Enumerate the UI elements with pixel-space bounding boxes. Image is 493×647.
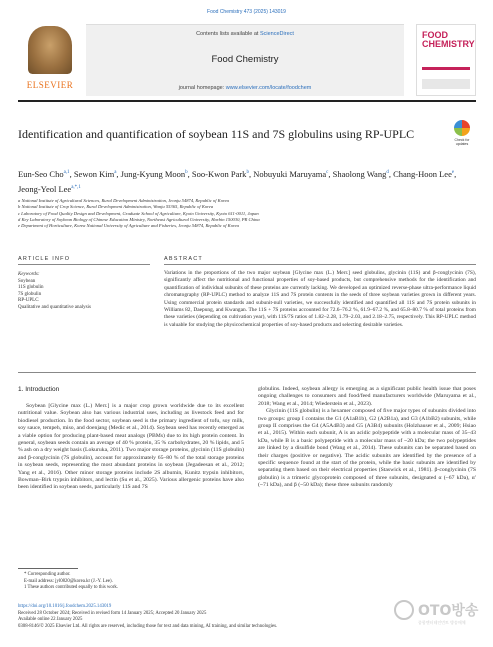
cover-title: FOOD CHEMISTRY — [422, 30, 475, 49]
article-title: Identification and quantification of soybean 11S and 7S globulins using RP-UPLC — [18, 127, 415, 141]
broadcaster-watermark — [394, 596, 482, 636]
email-note[interactable]: E-mail address: jyl0820@korea.kr (J.-Y. Lee). — [24, 578, 113, 584]
sciencedirect-link[interactable]: ScienceDirect — [259, 31, 294, 37]
abstract-heading: ABSTRACT — [164, 256, 203, 262]
author-name[interactable]: Jung-Kyung Moon — [120, 168, 186, 179]
author-name[interactable]: Chang-Hoon Lee — [393, 168, 452, 179]
intro-paragraph-continued: globulins. Indeed, soybean allergy is emerging as a significant public health issue that poses ongoing challenges to consumers and food/feed manufacturers worldwide (Maruyama et al., 2018; Wang et al., 2014; Wiederstein et al., 2023). — [258, 386, 476, 407]
publication-info — [18, 604, 418, 630]
affiliation-item: e Department of Horticulture, Korea National University of Agriculture and Fisheries, Jeonju 54874, Republic of Korea — [18, 223, 239, 229]
author-affiliation-marker[interactable]: b — [246, 170, 249, 175]
publisher-name: ELSEVIER — [26, 80, 74, 90]
check-updates-label: Check for updates — [454, 138, 470, 146]
affiliation-item: d Key Laboratory of Soybean Biology of Chinese Education Ministry, Northeast Agricultural University, Harbin 150030, PR China — [18, 216, 260, 222]
keywords-block — [18, 272, 148, 311]
masthead — [18, 24, 476, 96]
abstract-rule — [164, 264, 476, 265]
journal-title: Food Chemistry — [211, 54, 279, 65]
keyword-item: Soybean — [18, 278, 36, 284]
author-affiliation-marker[interactable]: e — [451, 170, 455, 175]
author-name[interactable]: Soo-Kwon Park — [191, 168, 247, 179]
crossmark-icon — [454, 120, 470, 136]
check-for-updates-badge[interactable] — [450, 120, 474, 144]
homepage-prefix: journal homepage: — [178, 85, 226, 91]
watermark-subtext: 종합엔터테인먼트 방송매체 — [418, 620, 466, 625]
author-name[interactable]: Jeong-Yeol Lee — [18, 183, 72, 194]
contents-prefix: Contents lists available at — [196, 31, 260, 37]
equal-contribution-note: 1 These authors contributed equally to this work. — [24, 585, 118, 591]
author-name[interactable]: Eun-Seo Cho — [18, 168, 64, 179]
keyword-item: RP-UPLC — [18, 298, 39, 303]
doi-link[interactable]: https://doi.org/10.1016/j.foodchem.2025.143019 — [18, 604, 112, 609]
homepage-line — [86, 85, 404, 91]
intro-paragraph-2: Glycinin (11S globulin) is a hexamer composed of five major types of subunits divided into two groups: group I contains the G1 (A1aB1b), G2 (A2B1a), and G3 (A1bB2) subunits, while group II comprises the G4 (A5A4B3) and G5 (A3B4) subunits (Holzhauser et al., 2009; Hsiao et al., 2015). Within each subunit, A is an acidic polypeptide with a molecular mass of 35–43 kDa, while B is a basic polypeptide with a molecular mass of ~20 kDa; the two polypeptides are linked by a disulfide bond (Wang et al., 2014). These subunits can be separated based on their charges (positive or negative). The acidic subunits are identified by the presence of a specific sequence found at the start of the protein, while the basic subunits are identified by separating them based on their electrical properties (Staswick et al., 1981). β-conglycinin (7S globulin) is a trimeric glycoprotein composed of three subunits, designated α (~67 kDa), α′ (~71 kDa), and β (~50 kDa); these three subunits randomly — [258, 408, 476, 489]
contents-line — [86, 31, 404, 37]
available-online-date: Available online 22 January 2025 — [18, 617, 83, 623]
intro-paragraph-1: Soybean [Glycine max (L.) Merr.] is a major crop grown worldwide due to its excellent nutritional value. Soybean also has various industrial uses, including as livestock feed and for biodiesel production. In the food sector, soybean seed is the primary ingredient of tofu, soy milk, soy sauce, tempeh, miso, and doenjang (Medic et al., 2014). Soybean seed has recently emerged as a viable option for producing plant-based meat analogs (PBMs) due to its high protein content. In general, soybean seeds contain an average of 40 % protein, 35 % carbohydrates, 20 % lipids, and 5 % ash on a dry weight basis (Lokuruka, 2011). Two major storage proteins, glycinin (11S globulin) and β-conglycinin (7S globulin), account for approximately 65–80 % of the total storage proteins in soybean seeds, representing the most abundant proteins in soybean (Jegadeesan et al., 2012; Yang et al., 2016). Other minor storage proteins include 2S albumin, Kunitz trypsin inhibitors, Bowman–Birk trypsin inhibitors, and lectin (Su et al., 2025). Various allergenic proteins have also been identified in soybean seeds, particularly 11S and 7S — [18, 403, 244, 491]
watermark-text: OTO방송 — [418, 603, 479, 619]
cover-stripe — [422, 67, 470, 70]
corresponding-author-note: * Corresponding author. — [24, 572, 71, 577]
keyword-item: 11S globulin — [18, 285, 44, 290]
author-affiliation-marker[interactable]: a,1 — [63, 170, 70, 175]
author-affiliation-marker[interactable]: d — [386, 170, 389, 175]
footnote-rule — [18, 568, 78, 569]
elsevier-tree-icon — [28, 26, 72, 74]
author-affiliation-marker[interactable]: a,*,1 — [71, 184, 81, 190]
affiliation-item: c Laboratory of Food Quality Design and Development, Graduate School of Agriculture, Kyoto University, Kyoto 611-0011, Japan — [18, 210, 259, 216]
keywords-heading: Keywords: — [18, 272, 40, 277]
cover-footer-block — [422, 79, 470, 89]
body-column-left — [18, 403, 244, 492]
header-divider — [18, 100, 476, 102]
author-affiliation-marker[interactable]: b — [185, 170, 188, 175]
author-name[interactable]: Nobuyuki Maruyama — [253, 168, 327, 179]
keyword-item: Qualitative and quantitative analysis — [18, 304, 91, 310]
received-dates: Received 28 October 2024; Received in revised form 14 January 2025; Accepted 20 January 2025 — [18, 610, 207, 616]
affiliation-item: b National Institute of Crop Science, Rural Development Administration, Wanju 55365, Republic of Korea — [18, 204, 214, 210]
elsevier-logo[interactable] — [18, 24, 82, 96]
keyword-list — [18, 279, 148, 312]
author-affiliation-marker[interactable]: c — [326, 170, 329, 175]
article-info-heading: ARTICLE INFO — [18, 256, 71, 262]
masthead-banner — [86, 24, 404, 96]
abstract-text: Variations in the proportions of the two major soybean [Glycine max (L.) Merr.] seed globulins, glycinin (11S) and β-conglycinin (7S), significantly affect the nutritional and functional properties of soy-based products, but comprehensive methods for the identification and quantification of individual subunits of these proteins are currently lacking. We developed an optimized reverse-phase ultra-performance liquid chromatography (RP-UPLC) method to analyze 11S and 7S protein contents in the seeds of three soybean varieties grown in different years. Using commercial protein standards and subunit-null varieties, we successfully identified and quantified all 11S and 7S protein subunits in Williams 82, Daepung, and Kwangan. The 11S + 7S proteins accounted for 72.6–76.2 %, 61.9–67.2 %, and 65.8–80.7 % of total proteins from these varieties (depending on cultivation year), with 11S/7S ratios of 1.82–2.28, 1.79–2.03, and 2.18–2.75, respectively. This RP-UPLC method is valuable for studying the physicochemical properties of soy-based products and selecting desirable varieties. — [164, 270, 476, 328]
body-column-right — [258, 386, 476, 490]
journal-cover[interactable] — [416, 24, 476, 96]
journal-reference[interactable]: Food Chemistry 473 (2025) 143019 — [207, 9, 286, 15]
author-list: Eun-Seo Cho$^{a,1}$, Sewon Kim$^a$, Jung-Kyung Moon$^b$, Soo-Kwon Park$^b$, Nobuyuki Maruyama$^c$, Shaolong Wang$^d$, Chang-Hoon Lee$^e$, Jeong-Yeol Lee$^{a,*,1}$ — [18, 168, 457, 194]
footnotes — [18, 572, 318, 592]
author-affiliation-marker[interactable]: a — [114, 170, 117, 175]
author-name[interactable]: Sewon Kim — [73, 168, 115, 179]
copyright-line: 0308-8146/© 2025 Elsevier Ltd. All rights are reserved, including those for text and data mining, AI training, and similar technologies. — [18, 623, 278, 629]
affiliation-item: a National Institute of Agricultural Sciences, Rural Development Administration, Jeonju 54874, Republic of Korea — [18, 198, 229, 203]
keyword-item: 7S globulin — [18, 291, 42, 297]
watermark-logo-icon — [394, 600, 414, 620]
abstract-bottom-rule — [18, 372, 476, 373]
author-name[interactable]: Shaolong Wang — [332, 168, 387, 179]
article-info-rule — [18, 264, 150, 265]
homepage-link[interactable]: www.elsevier.com/locate/foodchem — [225, 85, 312, 91]
section-title-introduction: 1. Introduction — [18, 386, 60, 393]
affiliation-list — [18, 198, 468, 229]
